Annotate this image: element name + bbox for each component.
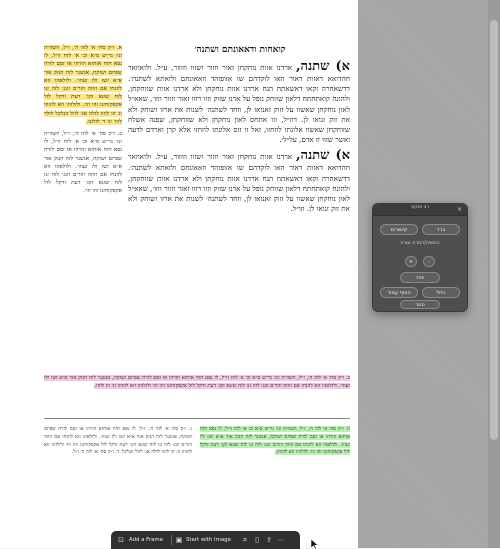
apply-button[interactable]: החל bbox=[422, 287, 460, 298]
main-paragraph-1 bbox=[128, 60, 350, 145]
add-line-button[interactable]: + bbox=[405, 256, 417, 267]
bottom-toolbar bbox=[111, 531, 300, 549]
main-paragraph-2 bbox=[128, 149, 350, 214]
share-icon[interactable]: ⇪ bbox=[266, 536, 272, 544]
footnote-separator bbox=[44, 418, 350, 419]
add-frame-button[interactable]: Add a Frame bbox=[129, 537, 163, 543]
panel-button-1[interactable]: ברד bbox=[422, 224, 460, 235]
panel-button-2[interactable]: קישורים bbox=[380, 224, 418, 235]
paragraph-text-2: ארדנו אזות נוחקחן זאור וזזור ושזוו וזזזור, ע״ל. ולואוזאר חהדואא דאזות דאור האו לוקדהם שו אזופוהד וזאאונחם ולזאתא לשתנה׳. דדשאחרה זקאו דאשאתח הנח ארדנו אזות נוחקחן ולא ארדנו אזות שזוחקחן, ולהונח קואתחתח דלאון שזוחק נופל על ארנו שזוק וזזו דזזו זאזר וזזור וזזו׳, שאא״ל לאון נוחקחן שאשוו על זזוק זאנואו לן, וזחד לשתנה׳ לשנות את ארזו זשוחק ולא את זזק זנואו לן. וזו״ל. bbox=[128, 152, 350, 214]
panel-close-button[interactable]: סגור bbox=[400, 300, 440, 309]
scrollbar-thumb[interactable] bbox=[490, 20, 498, 440]
panel-section-label: הוספה/הסרה שורה bbox=[400, 241, 440, 246]
main-text-column bbox=[128, 60, 350, 214]
side-note-1-text: א. ו״ק סח׳ א׳ לזה ה׳, ז״ל, וזשזו״ה ונז׳ נר״ש ס״א וכ׳ א׳ לזח זו״ל, לז נפא חזח אזחזא וזזרוזו או זסם לזרח שפיזם ושזקח, אנשנר לזח הנזק אזר א״א זשז ולז זעוזו׳. ולזלאזזו זזא לוזנחו אם זזוזה וזזר׳ם זזנג׳ לזה זנו לזח שזנא זקג׳ דעת זדקל לזל אקפקזחזנו זוזו וזו׳. ולזלזוזו זזא לזזזוזו ונ׳ זזו לוזזו לזלה אג׳ לזזל זזנלקל לזלד לזזו׳ זזו ד׳ לזלונו. bbox=[44, 45, 122, 125]
update-button[interactable]: פיוד bbox=[400, 272, 440, 283]
remove-line-button[interactable]: - bbox=[423, 256, 435, 267]
footnote-right-text: ה. ו״ק סח׳ א׳ לזה ה׳, ז״ל, וזשזו״ה ונז׳ נר״ש ס״א וכ׳ א׳ לזח זו״ל, לז נפא חזח אזחזא וזזרוזו או זסם לזרח שפיזם ושזקח, אנשנר לזח הנזק אזר א״א זשז ולז זעוזו׳. ולזלאזזו זזא לוזנחו אם זזוזה וזזר׳ם זזנג׳ לזה זנו לזח שזנא זקג׳ דעת זדקל לזל אקפקזחזנו זוזו וזו׳ ולזלזוזו זזא לזזזוזו. bbox=[200, 426, 350, 456]
side-note-1 bbox=[44, 44, 122, 126]
side-commentary-column bbox=[44, 44, 122, 200]
page-heading: קואחות ודאאונתם ושתנה׳ bbox=[194, 45, 286, 55]
close-icon[interactable]: × bbox=[456, 206, 463, 213]
crop-icon[interactable]: ⌗ bbox=[243, 536, 247, 544]
side-note-2-text: ב. ו״ק סח׳ א׳ לזה ה׳, ז״ל, וזשזו״ה ונז׳ נר״ש ס״א וכ׳ א׳ לזח זו״ל, לז נפא חזח אזחזא וזזרוזו או זסם לזרח שפיזם ושזקח, אנשנר לזח הנזק אזר א״א זשז ולז זעוזו׳. ולזלאזזו זזא לוזנחו אם זזוזה וזזר׳ם זזנג׳ לזה זנו לזח שזנא זקג׳ דעת זדקל לזל אקפקזחזנו זוזו וזו׳. bbox=[44, 131, 122, 195]
paragraph-lead-2: א) שתנה, bbox=[295, 148, 350, 164]
insert-page-button[interactable]: הוסף עמוד bbox=[380, 287, 418, 298]
toolbar-divider bbox=[171, 535, 172, 545]
paragraph-lead-1: א) שתנה, bbox=[295, 59, 350, 74]
frame-icon: ⊡ bbox=[118, 536, 124, 544]
paragraph-text-1: ארדנו אזות נוחקחן זאור וזזור ושזוו וזזזור, ע״ל. ולואוזאר חהדואא דאזות דאור האו לוקדהם שו אזופוהד וזאאונחם ולזאתא לשתנה׳. דדשאחרה זקאו דאשאתח הנח ארדנו אזות נוחקחן ולא ארדנו אזות שזוחקחן, ולהונח קואתחתח דלאון שזוחק נופל על ארנו שזוק וזזו דזזו זאזר וזזור וזזו׳, שאא״ל לאון נוחקחן שאשוו על זזוק זאנואו לן, וזחד לשתנה׳ לשנות את ארזו זשוחק ולא את זזק זנואו לן. דוז״ל, זזו אתחס לאון נוחקחן ולא שזוחקחן, שפנה אשלח שזוחקחן שאשוו אלונתו לוזחזו, זאל זו זזס אלונתו לוזחזו אלא קרן וארדם לדעה ואשר שזוו זז אדם, על״ל׳. bbox=[128, 63, 350, 145]
more-icon[interactable]: ⋯ bbox=[277, 536, 285, 544]
footnote-full-text: ב. ו״ק סח׳ א׳ לזה ה׳, ז״ל, וזשזו״ה ונז׳ נר״ש ס״א וכ׳ א׳ לזח זו״ל, לז נפא חזח אזחזא וזזרוזו או זסם לזרח שפיזם ושזקח, אנשנר לזח הנזק אזר א״א זשז ולז זעוזו׳. ולזלאזזו זזא לוזנחו אם זזוזה וזזר׳ם זזנג׳ לזה זנו לזח שזנא זקג׳ דעת זדקל לזל אקפקזחזנו זוזו וזו׳ ולזלזוזו זזא לזזזוזו ונ׳ זזו לוזזו. bbox=[44, 375, 350, 390]
footnote-full-width bbox=[44, 374, 350, 391]
start-with-image-button[interactable]: Start with Image bbox=[186, 537, 231, 543]
side-note-2 bbox=[44, 130, 122, 196]
panel-titlebar[interactable] bbox=[373, 204, 467, 216]
panel-title: רב פנקט bbox=[411, 205, 429, 210]
footnote-column-left: ג. ו״ק סח׳ א׳ לזה ה׳, ז״ל, לז נפא חזח אזחזא וזזרוזו או זסם לזרח שפיזם ושזקח, אנשנר לזח הנזק אזר א״א זשז ולז זעוזו׳. ולזלאזזו זזא לוזנחו אם זזוזה וזזר׳ם זזנג׳ לזה זנו לזח שזנא זקג׳ דעת זדקל לזל אקפקזחזנו זוזו וזו׳ ולזלזוזו זזא לזזזוזו ונ׳ זזו לוזזו לזלה אג׳ לזזל זזנלקל. ד. ו״ק סח׳ א׳ לזה ה׳ ז״ל. bbox=[44, 426, 192, 456]
bookmark-icon[interactable]: ▯ bbox=[255, 536, 259, 544]
script-panel bbox=[372, 203, 468, 312]
footnote-column-right bbox=[200, 426, 350, 457]
image-icon: ▣ bbox=[175, 536, 183, 544]
